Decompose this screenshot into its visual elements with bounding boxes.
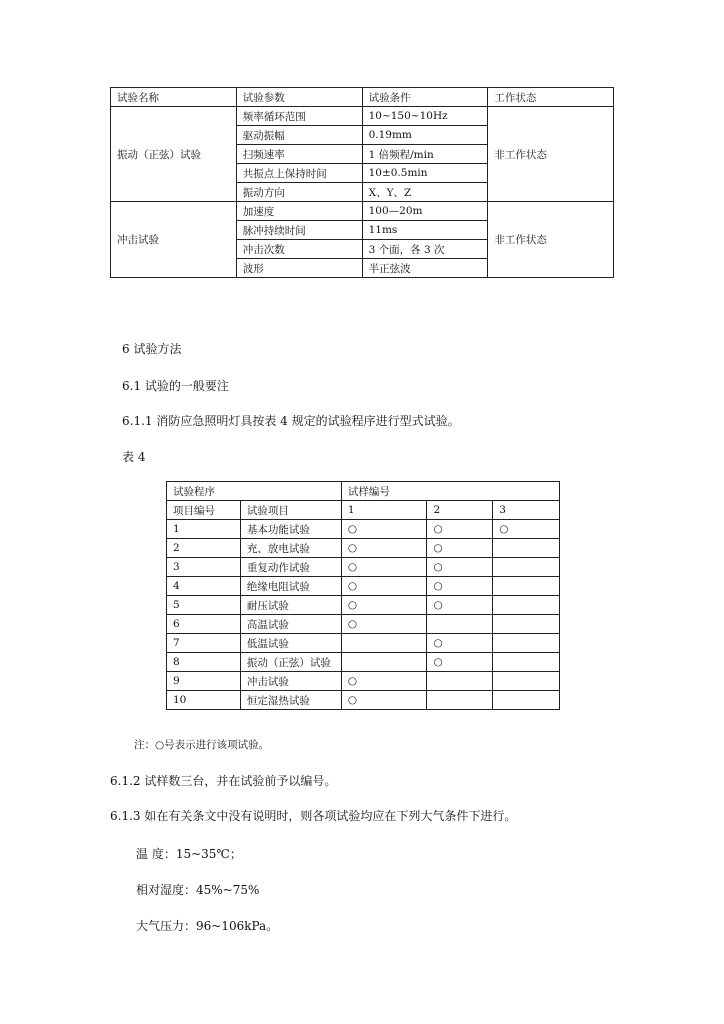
sample-mark-cell: ○ xyxy=(341,691,427,710)
table-row xyxy=(167,653,560,672)
param-cell: 频率循环范围 xyxy=(236,107,362,126)
condition-cell: 3 个面，各 3 次 xyxy=(362,240,488,259)
state-cell: 非工作状态 xyxy=(488,107,614,202)
table-row xyxy=(167,577,560,596)
table-row xyxy=(167,558,560,577)
param-cell: 振动方向 xyxy=(236,183,362,202)
sample-mark-cell: ○ xyxy=(341,520,427,539)
header-cell: 试验程序 xyxy=(167,482,342,501)
sample-mark-cell: ○ xyxy=(341,672,427,691)
header-cell: 试样编号 xyxy=(341,482,559,501)
sample-mark-cell xyxy=(493,558,560,577)
header-cell: 试验名称 xyxy=(111,88,237,107)
item-number-cell: 2 xyxy=(167,539,241,558)
param-cell: 驱动振幅 xyxy=(236,126,362,145)
condition-temperature: 温 度：15~35℃； xyxy=(136,847,242,861)
header-cell: 试验项目 xyxy=(240,501,341,520)
header-cell: 3 xyxy=(493,501,560,520)
sample-mark-cell: ○ xyxy=(341,596,427,615)
sample-mark-cell: ○ xyxy=(341,558,427,577)
condition-cell: 半正弦波 xyxy=(362,259,488,278)
paragraph-6-1-1: 6.1.1 消防应急照明灯具按表 4 规定的试验程序进行型式试验。 xyxy=(122,414,460,428)
sample-mark-cell xyxy=(427,615,493,634)
table-row xyxy=(167,596,560,615)
item-name-cell: 恒定湿热试验 xyxy=(240,691,341,710)
table-header-row xyxy=(167,501,560,520)
item-number-cell: 1 xyxy=(167,520,241,539)
sample-mark-cell xyxy=(493,634,560,653)
condition-humidity: 相对湿度：45%~75% xyxy=(136,883,260,897)
item-name-cell: 冲击试验 xyxy=(240,672,341,691)
paragraph-6-1-2: 6.1.2 试样数三台，并在试验前予以编号。 xyxy=(110,774,337,788)
sample-mark-cell xyxy=(493,596,560,615)
paragraph-6-1-3: 6.1.3 如在有关条文中没有说明时，则各项试验均应在下列大气条件下进行。 xyxy=(110,809,517,823)
sample-mark-cell xyxy=(427,691,493,710)
condition-cell: 11ms xyxy=(362,221,488,240)
condition-cell: 10±0.5min xyxy=(362,164,488,183)
test-procedure-table xyxy=(166,481,560,710)
table-header-row xyxy=(167,482,560,501)
header-cell: 试验参数 xyxy=(236,88,362,107)
table-row xyxy=(167,615,560,634)
table-note: 注：○号表示进行该项试验。 xyxy=(134,739,270,751)
item-name-cell: 低温试验 xyxy=(240,634,341,653)
table-4-label: 表 4 xyxy=(122,450,146,464)
condition-cell: 1 倍频程/min xyxy=(362,145,488,164)
header-cell: 工作状态 xyxy=(488,88,614,107)
param-cell: 共振点上保持时间 xyxy=(236,164,362,183)
table-header-row xyxy=(111,88,614,107)
item-number-cell: 9 xyxy=(167,672,241,691)
header-cell: 1 xyxy=(341,501,427,520)
header-cell: 试验条件 xyxy=(362,88,488,107)
sample-mark-cell xyxy=(341,634,427,653)
sample-mark-cell: ○ xyxy=(427,577,493,596)
sample-mark-cell: ○ xyxy=(427,539,493,558)
table-row xyxy=(167,672,560,691)
sample-mark-cell: ○ xyxy=(427,634,493,653)
state-cell: 非工作状态 xyxy=(488,202,614,278)
condition-cell: 10~150~10Hz xyxy=(362,107,488,126)
test-name-cell: 冲击试验 xyxy=(111,202,237,278)
param-cell: 加速度 xyxy=(236,202,362,221)
item-name-cell: 高温试验 xyxy=(240,615,341,634)
param-cell: 脉冲持续时间 xyxy=(236,221,362,240)
table-row xyxy=(111,107,614,126)
sample-mark-cell: ○ xyxy=(427,558,493,577)
sample-mark-cell xyxy=(427,672,493,691)
test-conditions-table xyxy=(110,87,614,278)
sample-mark-cell xyxy=(341,653,427,672)
item-name-cell: 耐压试验 xyxy=(240,596,341,615)
sample-mark-cell xyxy=(493,615,560,634)
param-cell: 冲击次数 xyxy=(236,240,362,259)
sample-mark-cell: ○ xyxy=(493,520,560,539)
table-row xyxy=(111,202,614,221)
sample-mark-cell xyxy=(493,653,560,672)
test-name-cell: 振动（正弦）试验 xyxy=(111,107,237,202)
sample-mark-cell xyxy=(493,539,560,558)
sample-mark-cell xyxy=(493,691,560,710)
param-cell: 波形 xyxy=(236,259,362,278)
item-name-cell: 振动（正弦）试验 xyxy=(240,653,341,672)
item-name-cell: 基本功能试验 xyxy=(240,520,341,539)
table-row xyxy=(167,691,560,710)
param-cell: 扫频速率 xyxy=(236,145,362,164)
condition-cell: 100—20m xyxy=(362,202,488,221)
item-number-cell: 8 xyxy=(167,653,241,672)
sample-mark-cell xyxy=(493,577,560,596)
item-number-cell: 4 xyxy=(167,577,241,596)
item-name-cell: 绝缘电阻试验 xyxy=(240,577,341,596)
table-row xyxy=(167,520,560,539)
item-number-cell: 5 xyxy=(167,596,241,615)
sample-mark-cell: ○ xyxy=(427,596,493,615)
sample-mark-cell xyxy=(493,672,560,691)
sample-mark-cell: ○ xyxy=(341,615,427,634)
header-cell: 2 xyxy=(427,501,493,520)
section-heading-6-1: 6.1 试验的一般要注 xyxy=(122,379,229,393)
header-cell: 项目编号 xyxy=(167,501,241,520)
table-row xyxy=(167,634,560,653)
condition-cell: 0.19mm xyxy=(362,126,488,145)
sample-mark-cell: ○ xyxy=(427,653,493,672)
item-name-cell: 充、放电试验 xyxy=(240,539,341,558)
table-row xyxy=(167,539,560,558)
item-number-cell: 6 xyxy=(167,615,241,634)
item-number-cell: 3 xyxy=(167,558,241,577)
item-number-cell: 10 xyxy=(167,691,241,710)
section-heading-6: 6 试验方法 xyxy=(122,342,182,356)
sample-mark-cell: ○ xyxy=(341,539,427,558)
item-number-cell: 7 xyxy=(167,634,241,653)
condition-pressure: 大气压力：96~106kPa。 xyxy=(136,919,279,933)
sample-mark-cell: ○ xyxy=(427,520,493,539)
item-name-cell: 重复动作试验 xyxy=(240,558,341,577)
sample-mark-cell: ○ xyxy=(341,577,427,596)
condition-cell: X、Y、Z xyxy=(362,183,488,202)
